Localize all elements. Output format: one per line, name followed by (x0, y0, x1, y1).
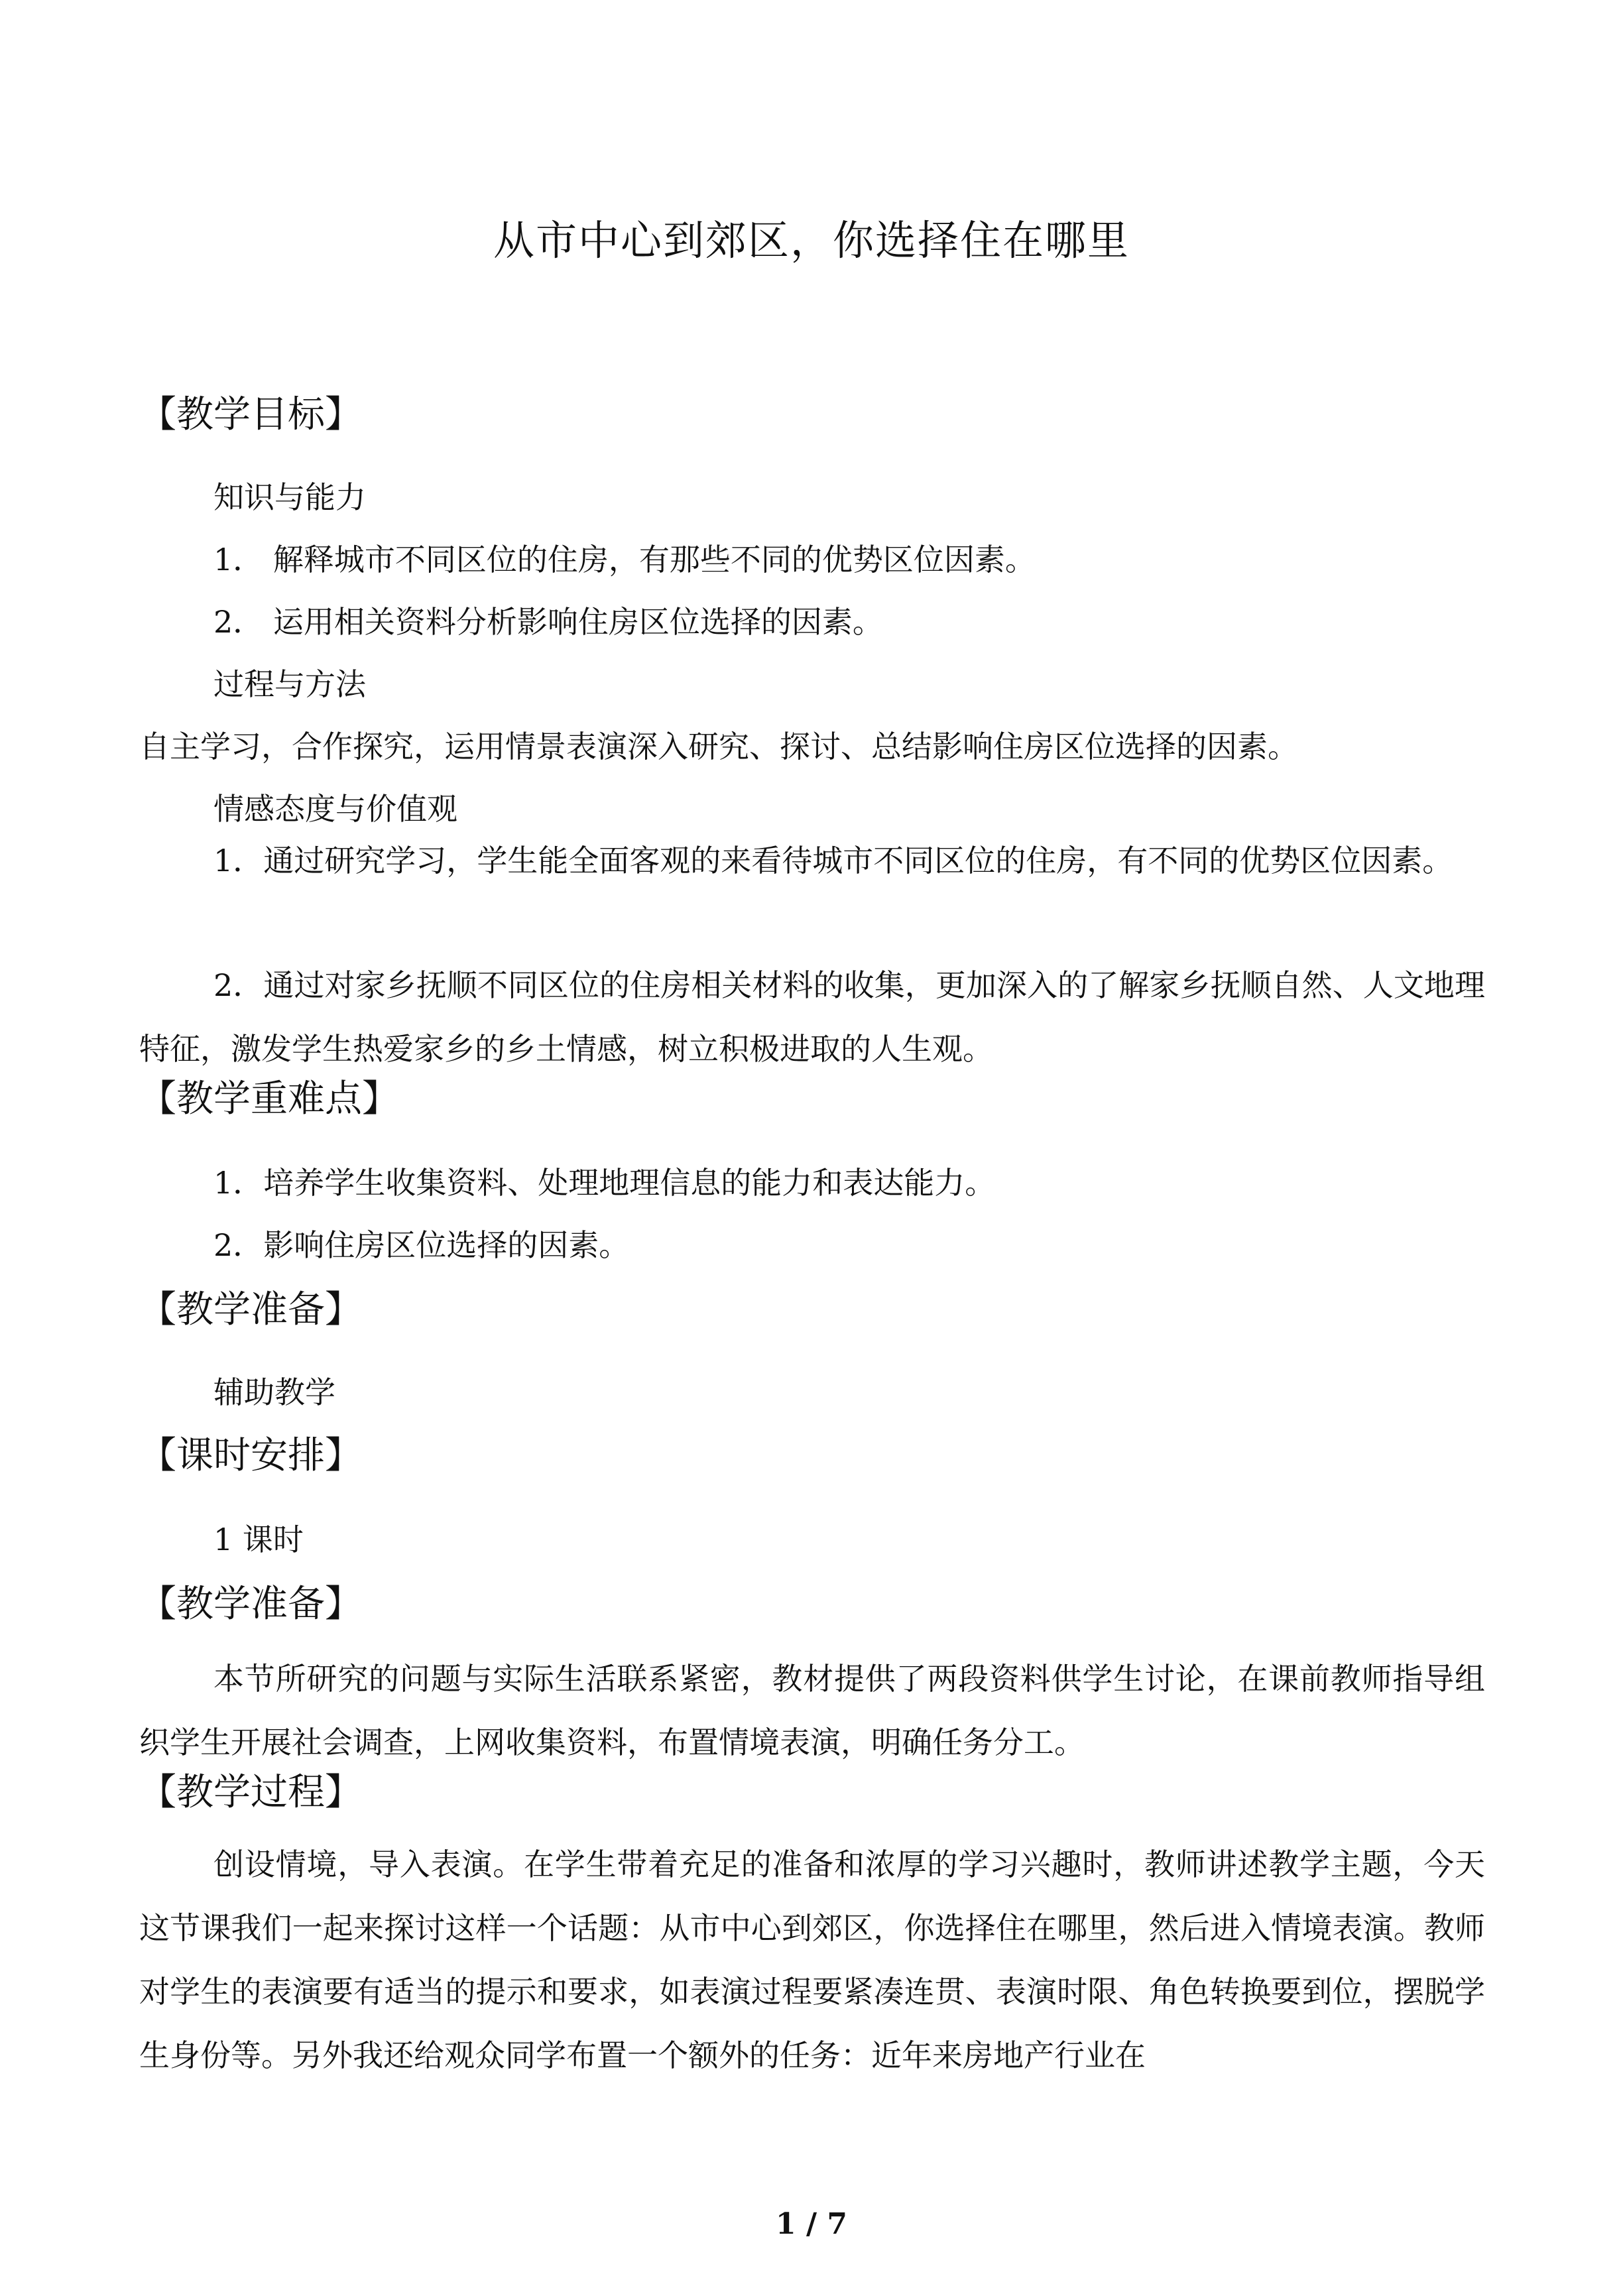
emotion-item-1: 1．通过研究学习，学生能全面客观的来看待城市不同区位的住房，有不同的优势区位因素。 (213, 843, 1453, 878)
emotion-item-2: 2．通过对家乡抚顺不同区位的住房相关材料的收集，更加深入的了解家乡抚顺自然、人文地理特征，激发学生热爱家乡的乡土情感，树立积极进取的人生观。 (139, 967, 1485, 1067)
process-text: 自主学习，合作探究，运用情景表演深入研究、探讨、总结影响住房区位选择的因素。 (139, 729, 1298, 764)
section-heading-preparation: 【教学准备】 (139, 1288, 362, 1331)
section-heading-schedule: 【课时安排】 (139, 1434, 362, 1477)
page-number: 1 / 7 (776, 2207, 847, 2241)
subheading-emotion: 情感态度与价值观 (213, 791, 457, 827)
schedule-text: 1 课时 (213, 1522, 304, 1557)
subheading-knowledge: 知识与能力 (213, 479, 366, 515)
subheading-process: 过程与方法 (213, 666, 366, 702)
process-paragraph: 创设情境，导入表演。在学生带着充足的准备和浓厚的学习兴趣时，教师讲述教学主题，今天这节课我们一起来探讨这样一个话题：从市中心到郊区，你选择住在哪里，然后进入情境表演。教师对学生的表演要有适当的提示和要求，如表演过程要紧凑连贯、表演时限、角色转换要到位，摆脱学生身份等。另外我还给观众同学布置一个额外的任务：近年来房地产行业在 (139, 1846, 1485, 2073)
knowledge-item-2: 2． 运用相关资料分析影响住房区位选择的因素。 (213, 604, 883, 640)
section-heading-key-points: 【教学重难点】 (139, 1077, 399, 1120)
preparation-2-text: 本节所研究的问题与实际生活联系紧密，教材提供了两段资料供学生讨论，在课前教师指导组织学生开展社会调查，上网收集资料，布置情境表演，明确任务分工。 (139, 1661, 1485, 1760)
page-title: 从市中心到郊区，你选择住在哪里 (493, 216, 1130, 265)
section-heading-process: 【教学过程】 (139, 1771, 362, 1814)
knowledge-item-1: 1． 解释城市不同区位的住房，有那些不同的优势区位因素。 (213, 542, 1036, 577)
section-heading-preparation-2: 【教学准备】 (139, 1583, 362, 1626)
key-point-item-1: 1．培养学生收集资料、处理地理信息的能力和表达能力。 (213, 1165, 996, 1201)
key-point-item-2: 2．影响住房区位选择的因素。 (213, 1227, 630, 1263)
preparation-text: 辅助教学 (213, 1374, 335, 1410)
section-heading-objectives: 【教学目标】 (139, 393, 362, 436)
